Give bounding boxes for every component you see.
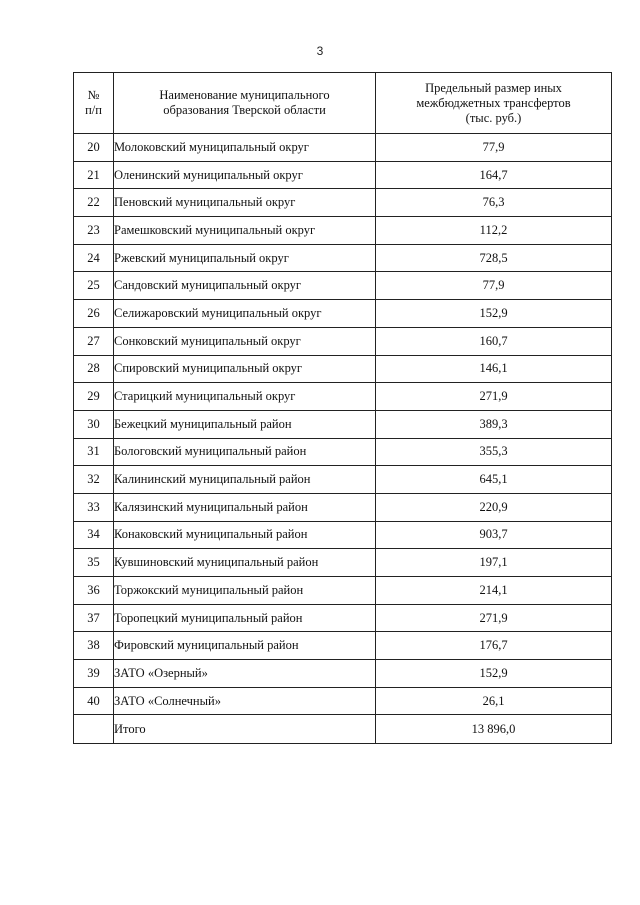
- municipality-name: Фировский муниципальный район: [114, 632, 376, 660]
- municipality-name: Кувшиновский муниципальный район: [114, 549, 376, 577]
- table-row: [74, 687, 612, 715]
- municipality-name: Рамешковский муниципальный округ: [114, 217, 376, 245]
- header-value-line: межбюджетных трансфертов: [416, 95, 571, 110]
- table-row: [74, 383, 612, 411]
- row-number: 38: [74, 632, 114, 660]
- transfer-amount: 903,7: [376, 521, 612, 549]
- header-row: [74, 73, 612, 134]
- transfer-amount: 220,9: [376, 493, 612, 521]
- row-number: 22: [74, 189, 114, 217]
- row-number: 24: [74, 244, 114, 272]
- municipality-name: Сонковский муниципальный округ: [114, 327, 376, 355]
- row-number: 40: [74, 687, 114, 715]
- row-number: 37: [74, 604, 114, 632]
- table-row: [74, 604, 612, 632]
- header-num-line: №: [87, 88, 100, 102]
- transfer-amount: 271,9: [376, 383, 612, 411]
- municipality-name: Конаковский муниципальный район: [114, 521, 376, 549]
- row-number: 34: [74, 521, 114, 549]
- transfers-table: [73, 72, 612, 744]
- table-row: [74, 134, 612, 162]
- table-row: [74, 300, 612, 328]
- header-num: [74, 73, 114, 134]
- row-number: 25: [74, 272, 114, 300]
- transfer-amount: 389,3: [376, 410, 612, 438]
- municipality-name: Молоковский муниципальный округ: [114, 134, 376, 162]
- total-number: [74, 715, 114, 744]
- transfer-amount: 152,9: [376, 660, 612, 688]
- table-row: [74, 466, 612, 494]
- row-number: 26: [74, 300, 114, 328]
- row-number: 32: [74, 466, 114, 494]
- transfer-amount: 112,2: [376, 217, 612, 245]
- transfer-amount: 214,1: [376, 577, 612, 605]
- row-number: 21: [74, 161, 114, 189]
- table-row: [74, 355, 612, 383]
- transfer-amount: 77,9: [376, 272, 612, 300]
- header-name-line: образования Тверской области: [163, 103, 326, 117]
- table-body: [74, 134, 612, 744]
- total-label: Итого: [114, 715, 376, 744]
- table-row: [74, 632, 612, 660]
- row-number: 28: [74, 355, 114, 383]
- row-number: 39: [74, 660, 114, 688]
- row-number: 27: [74, 327, 114, 355]
- total-row: [74, 715, 612, 744]
- municipality-name: Спировский муниципальный округ: [114, 355, 376, 383]
- table-row: [74, 244, 612, 272]
- table-row: [74, 410, 612, 438]
- total-amount: 13 896,0: [376, 715, 612, 744]
- table-row: [74, 660, 612, 688]
- header-value-line: Предельный размер иных: [425, 80, 562, 95]
- municipality-name: Бежецкий муниципальный район: [114, 410, 376, 438]
- table-row: [74, 161, 612, 189]
- table-row: [74, 272, 612, 300]
- table-row: [74, 521, 612, 549]
- transfer-amount: 271,9: [376, 604, 612, 632]
- table-row: [74, 438, 612, 466]
- table-row: [74, 577, 612, 605]
- transfer-amount: 164,7: [376, 161, 612, 189]
- transfer-amount: 160,7: [376, 327, 612, 355]
- municipality-name: Торжокский муниципальный район: [114, 577, 376, 605]
- row-number: 20: [74, 134, 114, 162]
- municipality-name: Бологовский муниципальный район: [114, 438, 376, 466]
- transfer-amount: 197,1: [376, 549, 612, 577]
- table-row: [74, 549, 612, 577]
- header-name: [114, 73, 376, 134]
- municipality-name: Калининский муниципальный район: [114, 466, 376, 494]
- municipality-name: ЗАТО «Озерный»: [114, 660, 376, 688]
- transfer-amount: 146,1: [376, 355, 612, 383]
- page-number: 3: [316, 44, 324, 58]
- table-row: [74, 493, 612, 521]
- transfer-amount: 728,5: [376, 244, 612, 272]
- row-number: 29: [74, 383, 114, 411]
- municipality-name: Торопецкий муниципальный район: [114, 604, 376, 632]
- row-number: 23: [74, 217, 114, 245]
- municipality-name: Старицкий муниципальный округ: [114, 383, 376, 411]
- transfer-amount: 76,3: [376, 189, 612, 217]
- municipality-name: Оленинский муниципальный округ: [114, 161, 376, 189]
- municipality-name: Пеновский муниципальный округ: [114, 189, 376, 217]
- table-row: [74, 327, 612, 355]
- transfer-amount: 152,9: [376, 300, 612, 328]
- table-row: [74, 217, 612, 245]
- table-row: [74, 189, 612, 217]
- header-name-line: Наименование муниципального: [159, 88, 330, 102]
- row-number: 35: [74, 549, 114, 577]
- header-num-line: п/п: [85, 103, 102, 117]
- header-value: [376, 73, 612, 134]
- row-number: 36: [74, 577, 114, 605]
- municipality-name: ЗАТО «Солнечный»: [114, 687, 376, 715]
- municipality-name: Ржевский муниципальный округ: [114, 244, 376, 272]
- municipality-name: Сандовский муниципальный округ: [114, 272, 376, 300]
- transfer-amount: 355,3: [376, 438, 612, 466]
- table-header: [74, 73, 612, 134]
- municipality-name: Селижаровский муниципальный округ: [114, 300, 376, 328]
- transfer-amount: 26,1: [376, 687, 612, 715]
- row-number: 33: [74, 493, 114, 521]
- header-value-line: (тыс. руб.): [465, 110, 522, 125]
- transfer-amount: 77,9: [376, 134, 612, 162]
- row-number: 31: [74, 438, 114, 466]
- transfer-amount: 645,1: [376, 466, 612, 494]
- row-number: 30: [74, 410, 114, 438]
- transfer-amount: 176,7: [376, 632, 612, 660]
- municipality-name: Калязинский муниципальный район: [114, 493, 376, 521]
